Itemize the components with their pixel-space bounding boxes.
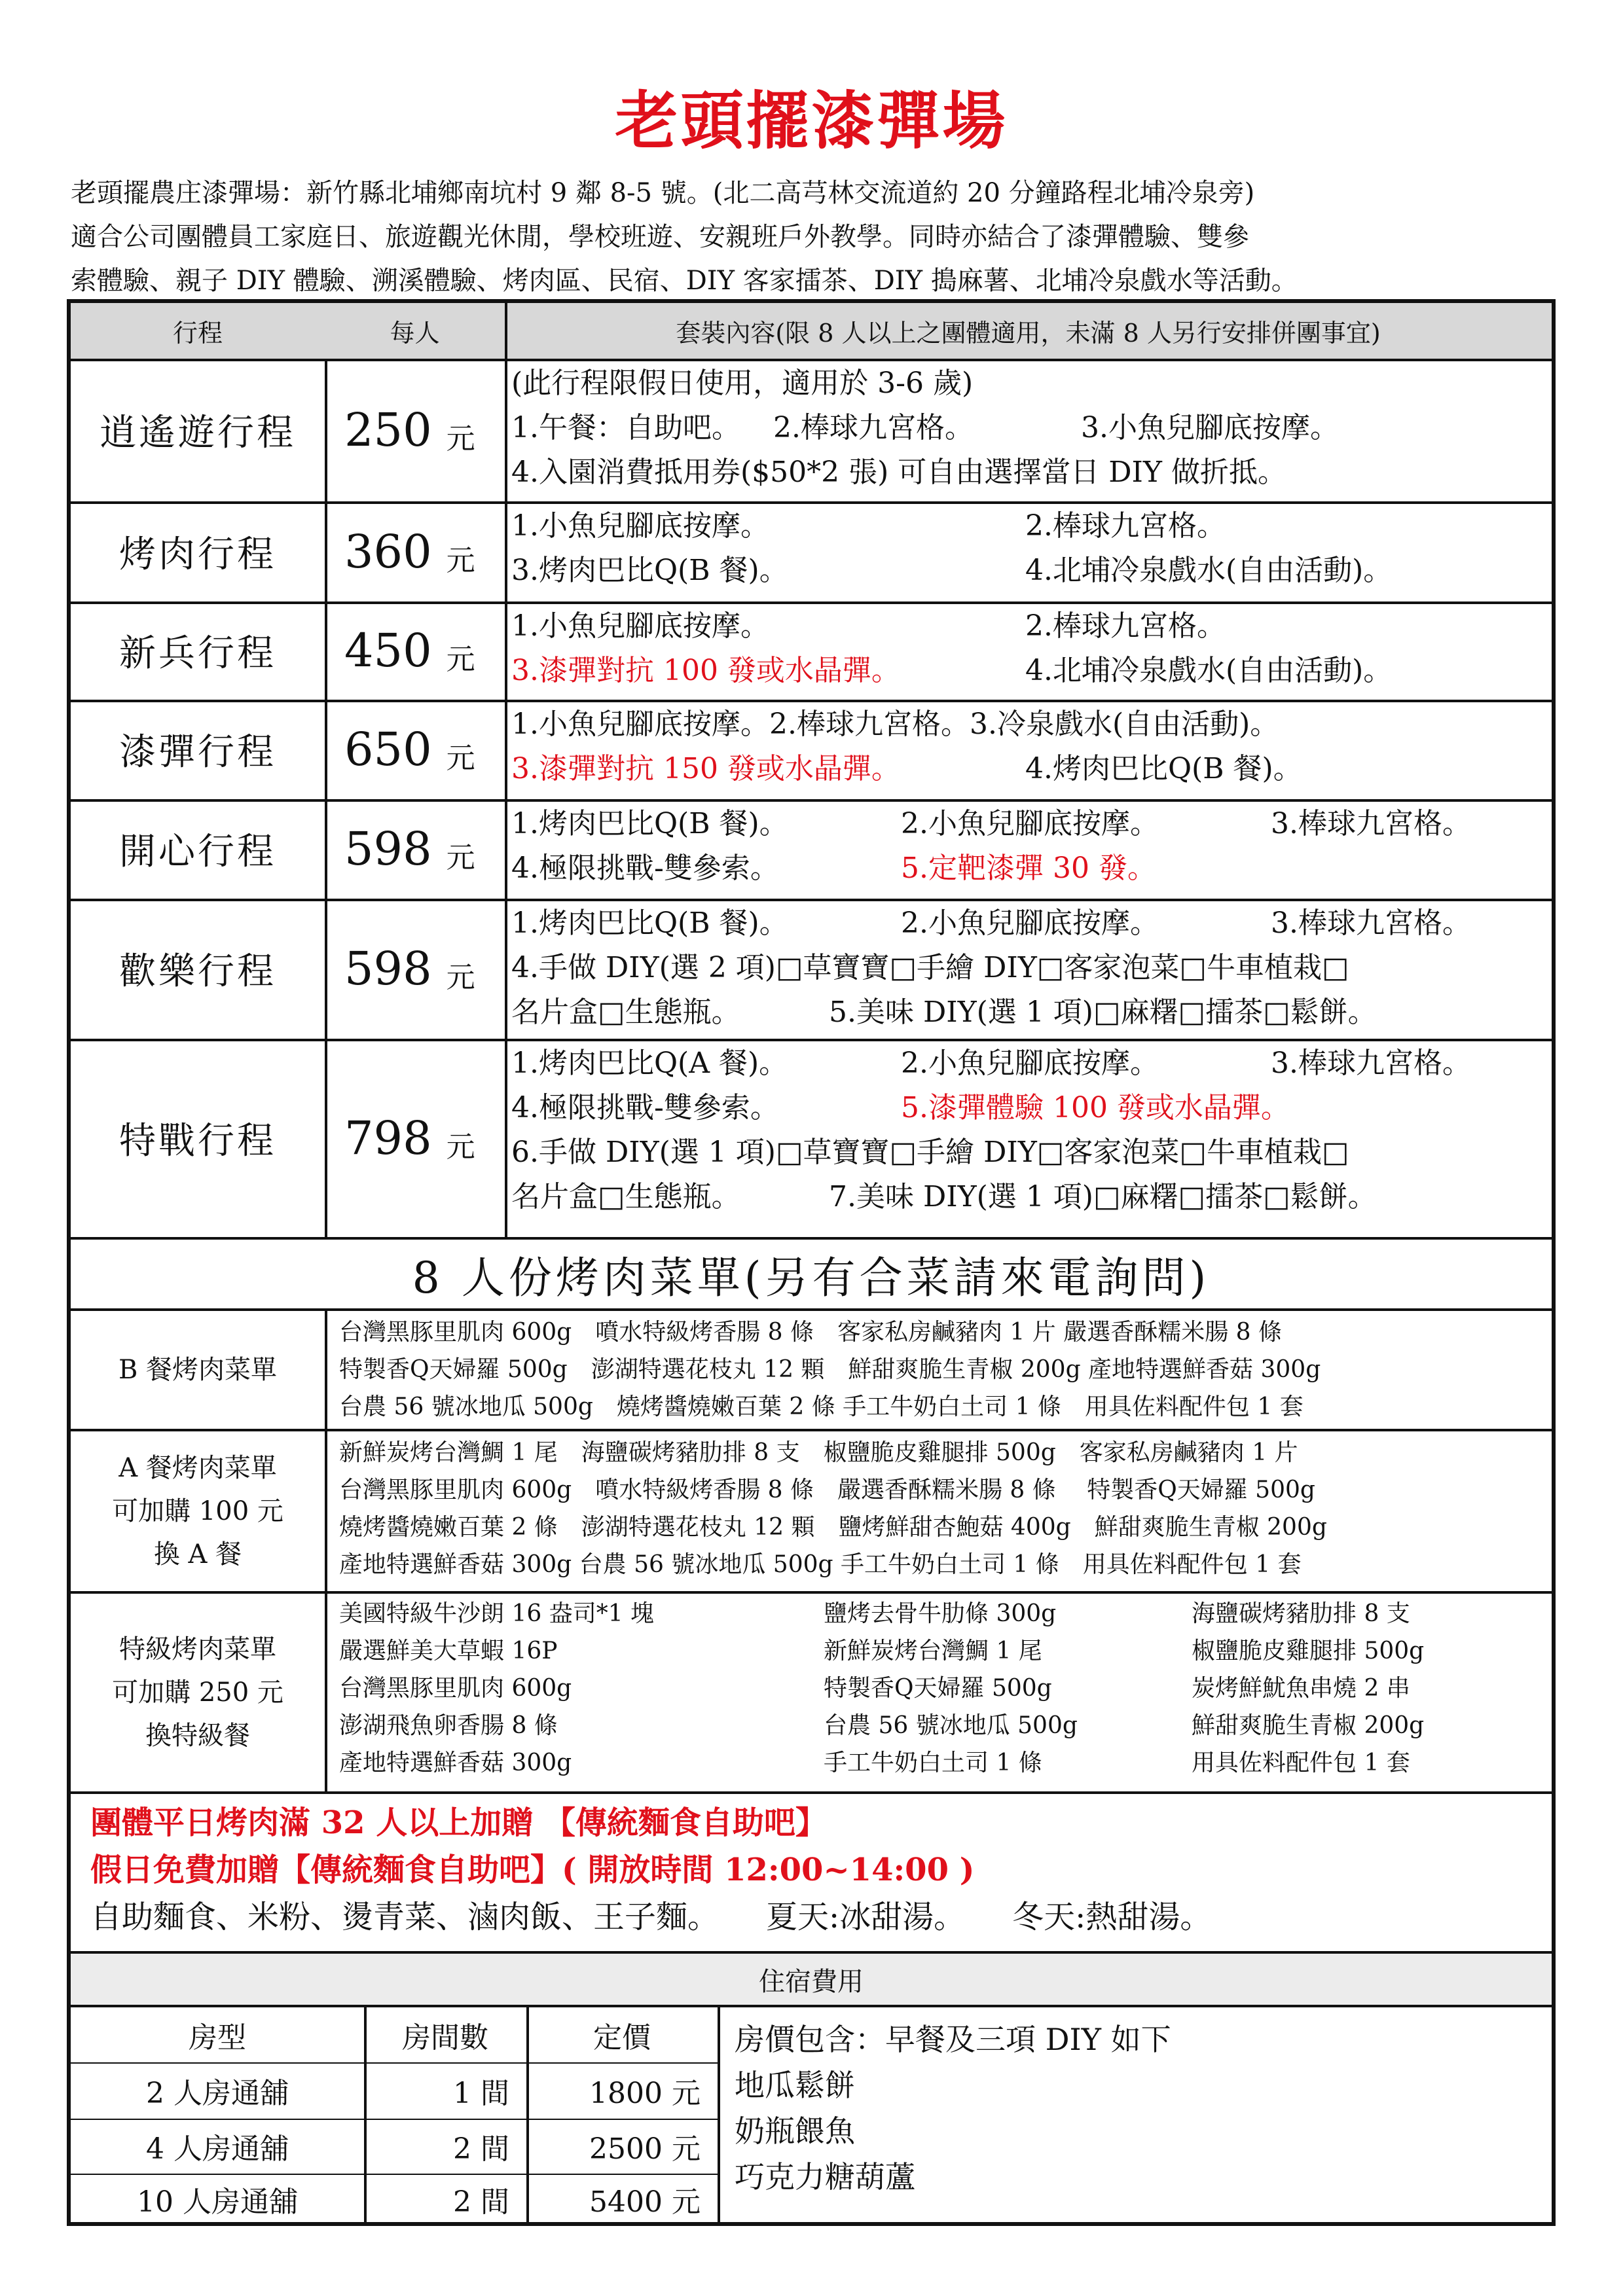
package-content: [505, 361, 1552, 504]
package-row: [71, 1039, 1552, 1237]
package-price: [325, 1039, 505, 1237]
lodging-cell: 4 人房通舖: [146, 2132, 289, 2166]
main-table: [67, 299, 1556, 2226]
premium-menu-item: 用具佐料配件包 1 套: [1192, 1749, 1410, 1776]
content-item: 名片盒□生態瓶。: [511, 996, 740, 1029]
price-unit: 元: [446, 643, 475, 676]
lodging-title: 住宿費用: [71, 1954, 1552, 2005]
content-item: 5.美味 DIY(選 1 項)□麻糬□擂茶□鬆餅。: [829, 996, 1377, 1029]
content-item: 4.手做 DIY(選 2 項)□草寶寶□手繪 DIY□客家泡菜□牛車植栽□: [511, 951, 1349, 984]
premium-menu-item: 手工牛奶白土司 1 條: [824, 1749, 1042, 1776]
package-price: [325, 501, 505, 601]
table-column-rule: [325, 359, 327, 1237]
menu-item-line: 台農 56 號冰地瓜 500g 燒烤醬燒嫩百葉 2 條 手工牛奶白土司 1 條 用具佐料配件包 1 套: [339, 1393, 1304, 1420]
package-content-line: [511, 1086, 1552, 1130]
menu-items: [327, 1434, 1552, 1594]
package-content-line: [511, 649, 1552, 693]
price-value: 598: [344, 942, 432, 996]
content-item: 3.棒球九宮格。: [1271, 807, 1471, 840]
package-content-line: [511, 1041, 1552, 1086]
package-name: 漆彈行程: [119, 731, 276, 774]
premium-menu-item: 鮮甜爽脆生青椒 200g: [1192, 1712, 1425, 1739]
package-content-line: [511, 504, 1552, 548]
menu-item-line: 產地特選鮮香菇 300g 台農 56 號冰地瓜 500g 手工牛奶白土司 1 條 用具佐料配件包 1 套: [339, 1551, 1302, 1578]
content-item: 6.手做 DIY(選 1 項)□草寶寶□手繪 DIY□客家泡菜□牛車植栽□: [511, 1136, 1349, 1169]
menu-label: [71, 1311, 325, 1429]
price-unit: 元: [446, 1130, 475, 1164]
menu-label-line: 可加購 250 元: [112, 1677, 283, 1708]
price-value: 598: [344, 822, 432, 876]
package-content-line: [511, 406, 1552, 450]
package-name: 特戰行程: [119, 1119, 276, 1162]
lodging-cell: 2 人房通舖: [146, 2077, 289, 2110]
price-unit: 元: [446, 543, 475, 577]
lodging-cell: 2500 元: [589, 2132, 701, 2166]
content-item: (此行程限假日使用，適用於 3-6 歲): [511, 367, 974, 400]
package-name: 新兵行程: [119, 632, 276, 675]
menu-label-line: 特級烤肉菜單: [119, 1634, 276, 1664]
menu-label: [71, 1594, 325, 1791]
package-price: [325, 700, 505, 799]
package-name: 開心行程: [119, 831, 276, 873]
premium-menu-item: 美國特級牛沙朗 16 盎司*1 塊: [339, 1600, 655, 1627]
intro-paragraph: [71, 171, 1577, 303]
lodging-cell: 1 間: [453, 2077, 509, 2110]
package-content-line: [511, 702, 1552, 747]
content-item: 2.小魚兒腳底按摩。: [901, 906, 1159, 940]
lodging-header-cell: 房間數: [402, 2021, 488, 2054]
table-column-rule: [526, 2005, 529, 2225]
premium-menu-item: 澎湖飛魚卵香腸 8 條: [339, 1712, 558, 1739]
lodging-cell: 10 人房通舖: [137, 2185, 298, 2219]
package-price: [325, 799, 505, 899]
intro-line: 老頭擺農庄漆彈場：新竹縣北埔鄉南坑村 9 鄰 8-5 號。(北二高芎林交流道約 20 分鐘路程北埔冷泉旁): [71, 178, 1255, 208]
table-rule: [71, 2062, 718, 2064]
content-item: 4.北埔冷泉戲水(自由活動)。: [1025, 654, 1393, 687]
package-row: [71, 601, 1552, 700]
price-unit: 元: [446, 961, 475, 994]
package-content-line: [511, 747, 1552, 791]
menu-label-line: B 餐烤肉菜單: [118, 1355, 278, 1385]
package-content-line: [511, 846, 1552, 891]
lodging-header-cell: 定價: [593, 2021, 651, 2054]
table-column-rule: [505, 303, 507, 1237]
content-item: 3.棒球九宮格。: [1271, 906, 1471, 940]
menu-item-line: 台灣黑豚里肌肉 600g 噴水特級烤香腸 8 條 嚴選香酥糯米腸 8 條 特製香Q天婦羅 500g: [339, 1477, 1315, 1503]
package-content-line: [511, 990, 1552, 1035]
lodging-cell: 5400 元: [589, 2185, 701, 2219]
package-row: [71, 700, 1552, 799]
content-item: 1.小魚兒腳底按摩。: [511, 609, 769, 643]
lodging-includes: [720, 2005, 1552, 2225]
premium-menu-item: 台灣黑豚里肌肉 600g: [339, 1675, 572, 1702]
content-item: 4.入園消費抵用券($50*2 張) 可自由選擇當日 DIY 做折抵。: [511, 456, 1286, 489]
price-value: 450: [344, 624, 432, 677]
bonus-line-weekday: 團體平日烤肉滿 32 人以上加贈 【傳統麵食自助吧】: [90, 1804, 827, 1841]
lodging-include-item: 房價包含：早餐及三項 DIY 如下: [735, 2022, 1171, 2057]
package-content: [505, 504, 1552, 604]
content-item: 2.棒球九宮格。: [1025, 509, 1226, 543]
premium-menu-row: [339, 1632, 1552, 1670]
package-content: [505, 1041, 1552, 1240]
premium-menu-row: [339, 1670, 1552, 1707]
package-price: [325, 601, 505, 700]
table-column-rule: [364, 2005, 367, 2225]
lodging-cell: 1800 元: [589, 2077, 701, 2110]
price-value: 360: [344, 524, 432, 579]
menu-label-line: 可加購 100 元: [112, 1496, 283, 1526]
premium-menu-item: 嚴選鮮美大草蝦 16P: [339, 1638, 558, 1664]
package-content-line: [511, 1175, 1552, 1219]
package-content: [505, 901, 1552, 1041]
premium-menu-row: [339, 1595, 1552, 1632]
lodging-cell: 2 間: [453, 2132, 509, 2166]
package-content-line: [511, 1130, 1552, 1175]
package-name: 逍遙遊行程: [100, 412, 296, 454]
table-header-cell: 行程: [172, 319, 223, 348]
content-item: 3.漆彈對抗 150 發或水晶彈。: [511, 752, 900, 785]
package-row: [71, 501, 1552, 601]
premium-menu-item: 椒鹽脆皮雞腿排 500g: [1192, 1638, 1425, 1664]
page-title: 老頭擺漆彈場: [615, 84, 1008, 158]
intro-line: 適合公司團體員工家庭日、旅遊觀光休閒，學校班遊、安親班戶外教學。同時亦結合了漆彈體驗、雙參: [71, 222, 1249, 252]
menu-title: 8 人份烤肉菜單(另有合菜請來電詢問): [412, 1253, 1211, 1303]
lodging-include-item: 奶瓶餵魚: [735, 2113, 855, 2149]
price-value: 798: [344, 1111, 432, 1165]
menu-label: [71, 1431, 325, 1591]
package-name: 歡樂行程: [119, 950, 276, 993]
lodging-include-item: 巧克力糖葫蘆: [735, 2159, 915, 2195]
menu-label-line: 換特級餐: [145, 1721, 250, 1751]
content-item: 4.極限挑戰-雙參索。: [511, 1091, 779, 1124]
content-item: 1.小魚兒腳底按摩。: [511, 509, 769, 543]
premium-menu-row: [339, 1707, 1552, 1744]
content-item: 7.美味 DIY(選 1 項)□麻糬□擂茶□鬆餅。: [829, 1180, 1377, 1213]
package-name: 烤肉行程: [119, 533, 276, 576]
content-item: 1.烤肉巴比Q(B 餐)。: [511, 807, 788, 840]
package-content-line: [511, 946, 1552, 990]
content-item: 4.烤肉巴比Q(B 餐)。: [1025, 752, 1302, 785]
premium-menu-item: 炭烤鮮魷魚串燒 2 串: [1192, 1675, 1410, 1702]
price-value: 250: [344, 403, 432, 457]
package-content-line: [511, 604, 1552, 649]
content-item: 2.棒球九宮格。: [1025, 609, 1226, 643]
package-row: [71, 899, 1552, 1039]
premium-menu-item: 台農 56 號冰地瓜 500g: [824, 1712, 1078, 1739]
price-unit: 元: [446, 742, 475, 775]
price-unit: 元: [446, 422, 475, 456]
package-row: [71, 799, 1552, 899]
lodging-cell: 2 間: [453, 2185, 509, 2219]
content-item: 1.午餐：自助吧。: [511, 411, 740, 444]
content-item: 5.定靶漆彈 30 發。: [901, 852, 1156, 885]
menu-item-line: 特製香Q天婦羅 500g 澎湖特選花枝丸 12 顆 鮮甜爽脆生青椒 200g 產地特選鮮香菇 300g: [339, 1356, 1321, 1383]
package-content-line: [511, 450, 1552, 495]
premium-menu-item: 產地特選鮮香菇 300g: [339, 1749, 572, 1776]
lodging-header-cell: 房型: [189, 2021, 246, 2054]
menu-label-line: 換 A 餐: [153, 1539, 242, 1570]
table-header-cell: 套裝內容(限 8 人以上之團體適用，未滿 8 人另行安排併團事宜): [676, 319, 1381, 348]
content-item: 4.極限挑戰-雙參索。: [511, 852, 779, 885]
package-price: [325, 359, 505, 501]
content-item: 4.北埔冷泉戲水(自由活動)。: [1025, 554, 1393, 587]
bonus-line-menu: 自助麵食、米粉、燙青菜、滷肉飯、王子麵。 夏天:冰甜湯。 冬天:熱甜湯。: [90, 1899, 1212, 1935]
package-content-line: [511, 548, 1552, 593]
content-item: 3.棒球九宮格。: [1271, 1047, 1471, 1080]
content-item: 1.小魚兒腳底按摩。2.棒球九宮格。3.冷泉戲水(自由活動)。: [511, 708, 1279, 741]
content-item: 5.漆彈體驗 100 發或水晶彈。: [901, 1091, 1290, 1124]
menu-item-line: 燒烤醬燒嫩百葉 2 條 澎湖特選花枝丸 12 顆 鹽烤鮮甜杏鮑菇 400g 鮮甜爽脆生青椒 200g: [339, 1514, 1327, 1541]
package-content: [505, 802, 1552, 901]
package-content: [505, 604, 1552, 702]
menu-item-line: 新鮮炭烤台灣鯛 1 尾 海鹽碳烤豬肋排 8 支 椒鹽脆皮雞腿排 500g 客家私房鹹豬肉 1 片: [339, 1439, 1298, 1466]
package-price: [325, 899, 505, 1039]
table-header-cell: 每人: [390, 319, 440, 348]
table-header-row: [71, 303, 1552, 359]
table-column-rule: [325, 1311, 327, 1791]
package-content-line: [511, 361, 1552, 406]
content-item: 名片盒□生態瓶。: [511, 1180, 740, 1213]
premium-menu-items: [327, 1595, 1552, 1793]
menu-item-line: 台灣黑豚里肌肉 600g 噴水特級烤香腸 8 條 客家私房鹹豬肉 1 片 嚴選香酥糯米腸 8 條: [339, 1319, 1283, 1346]
premium-menu-item: 鹽烤去骨牛肋條 300g: [824, 1600, 1057, 1627]
intro-line: 索體驗、親子 DIY 體驗、溯溪體驗、烤肉區、民宿、DIY 客家擂茶、DIY 搗麻薯、北埔冷泉戲水等活動。: [71, 266, 1298, 296]
premium-menu-item: 海鹽碳烤豬肋排 8 支: [1192, 1600, 1410, 1627]
menu-label-line: A 餐烤肉菜單: [119, 1453, 277, 1483]
bonus-section: [71, 1794, 1552, 1951]
price-value: 650: [344, 723, 432, 776]
package-row: [71, 359, 1552, 501]
premium-menu-item: 新鮮炭烤台灣鯛 1 尾: [824, 1638, 1042, 1664]
package-content-line: [511, 901, 1552, 946]
menu-items: [327, 1314, 1552, 1431]
content-item: 1.烤肉巴比Q(B 餐)。: [511, 906, 788, 940]
premium-menu-row: [339, 1744, 1552, 1782]
price-unit: 元: [446, 841, 475, 874]
content-item: 2.小魚兒腳底按摩。: [901, 807, 1159, 840]
premium-menu-item: 特製香Q天婦羅 500g: [824, 1675, 1052, 1702]
content-item: 1.烤肉巴比Q(A 餐)。: [511, 1047, 788, 1080]
lodging-include-item: 地瓜鬆餅: [735, 2068, 855, 2103]
content-item: 2.棒球九宮格。: [773, 411, 974, 444]
content-item: 3.漆彈對抗 100 發或水晶彈。: [511, 654, 900, 687]
table-rule: [71, 2119, 718, 2120]
content-item: 2.小魚兒腳底按摩。: [901, 1047, 1159, 1080]
table-rule: [71, 2174, 718, 2175]
content-item: 3.烤肉巴比Q(B 餐)。: [511, 554, 788, 587]
content-item: 3.小魚兒腳底按摩。: [1081, 411, 1339, 444]
package-content: [505, 702, 1552, 802]
bonus-line-holiday: 假日免費加贈【傳統麵食自助吧】( 開放時間 12:00~14:00 ): [90, 1852, 975, 1888]
package-content-line: [511, 802, 1552, 846]
